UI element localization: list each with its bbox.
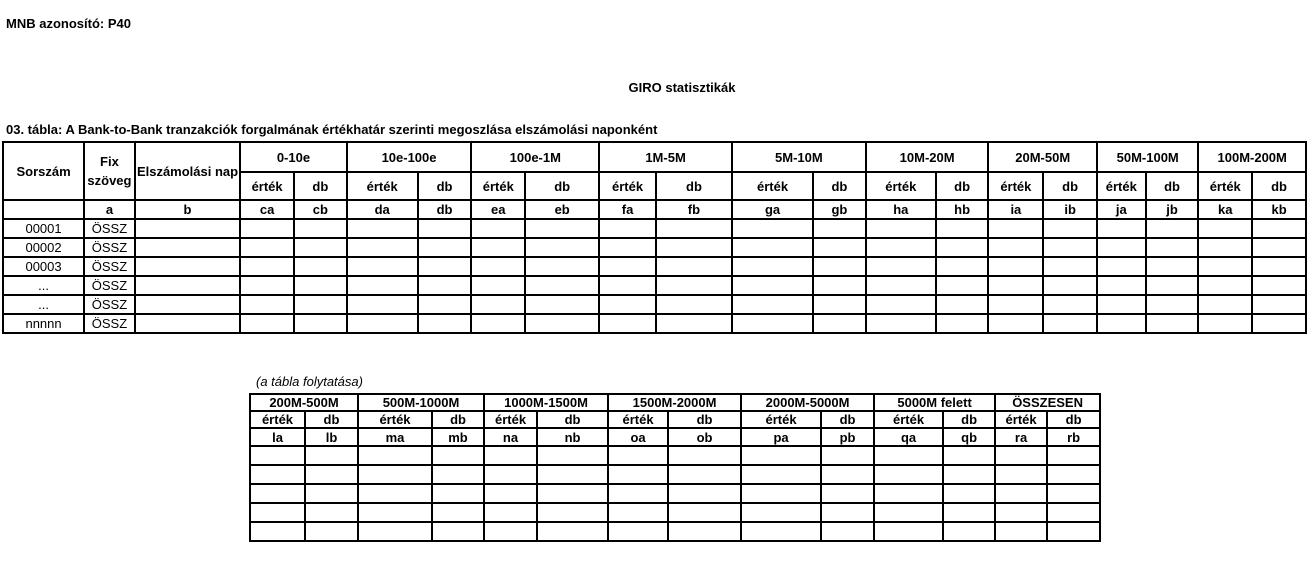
data-cell: [525, 276, 599, 295]
data-cell: [1146, 219, 1199, 238]
data-cell: [1097, 295, 1146, 314]
column-letter: hb: [936, 200, 989, 219]
column-letter: ia: [988, 200, 1043, 219]
data-cell: [936, 295, 989, 314]
row-number: ...: [3, 295, 84, 314]
column-letter: mb: [432, 428, 484, 446]
data-cell: [866, 238, 936, 257]
header-fix-szoveg: Fix szöveg: [84, 142, 135, 200]
data-cell: [250, 503, 305, 522]
header-range: 5M-10M: [732, 142, 866, 172]
data-cell: [1252, 257, 1306, 276]
data-cell: [1043, 314, 1097, 333]
data-cell: [1198, 238, 1252, 257]
header-ertek: érték: [995, 411, 1047, 428]
data-cell: [1043, 276, 1097, 295]
header-db: db: [656, 172, 732, 200]
data-cell: [936, 219, 989, 238]
data-cell: [1043, 257, 1097, 276]
data-cell: [250, 465, 305, 484]
data-cell: [943, 446, 995, 465]
data-cell: [656, 295, 732, 314]
data-cell: [995, 446, 1047, 465]
column-letter: jb: [1146, 200, 1199, 219]
data-cell: [1097, 276, 1146, 295]
column-letter: qb: [943, 428, 995, 446]
data-cell: [1252, 295, 1306, 314]
header-db: db: [668, 411, 741, 428]
column-letter: ca: [240, 200, 294, 219]
data-cell: [599, 238, 656, 257]
data-cell: [943, 465, 995, 484]
data-cell: [471, 257, 525, 276]
row-fix-text: ÖSSZ: [84, 219, 135, 238]
header-range: 50M-100M: [1097, 142, 1198, 172]
data-cell: [484, 446, 537, 465]
data-cell: [1146, 295, 1199, 314]
data-cell: [813, 219, 866, 238]
row-number: 00001: [3, 219, 84, 238]
header-range: 2000M-5000M: [741, 394, 874, 411]
data-cell: [866, 295, 936, 314]
header-db: db: [537, 411, 608, 428]
data-cell: [525, 219, 599, 238]
data-cell: [432, 522, 484, 541]
table-row: [250, 446, 1100, 465]
data-cell: [1097, 219, 1146, 238]
data-cell: [358, 503, 432, 522]
column-letter: gb: [813, 200, 866, 219]
data-cell: [821, 503, 874, 522]
data-cell: [608, 484, 668, 503]
data-cell: [732, 238, 813, 257]
data-cell: [537, 484, 608, 503]
data-cell: [1146, 257, 1199, 276]
data-cell: [1146, 238, 1199, 257]
data-cell: [432, 503, 484, 522]
data-cell: [135, 276, 240, 295]
table-caption: 03. tábla: A Bank-to-Bank tranzakciók forgalmának értékhatár szerinti megoszlása elszámolási naponként: [6, 122, 658, 137]
data-cell: [305, 522, 358, 541]
row-number: ...: [3, 276, 84, 295]
data-cell: [1198, 314, 1252, 333]
column-letter: db: [418, 200, 472, 219]
data-cell: [874, 446, 943, 465]
data-cell: [1198, 257, 1252, 276]
data-cell: [656, 314, 732, 333]
data-cell: [988, 257, 1043, 276]
column-letter: rb: [1047, 428, 1100, 446]
data-cell: [995, 465, 1047, 484]
data-cell: [599, 276, 656, 295]
row-fix-text: ÖSSZ: [84, 238, 135, 257]
data-cell: [250, 484, 305, 503]
data-cell: [668, 446, 741, 465]
data-cell: [294, 276, 347, 295]
header-db: db: [418, 172, 472, 200]
data-cell: [813, 257, 866, 276]
column-letter: cb: [294, 200, 347, 219]
header-db: db: [432, 411, 484, 428]
header-ertek: érték: [1198, 172, 1252, 200]
data-cell: [813, 238, 866, 257]
data-cell: [135, 295, 240, 314]
header-ertek: érték: [358, 411, 432, 428]
header-range: 100M-200M: [1198, 142, 1306, 172]
data-cell: [305, 503, 358, 522]
header-ertek: érték: [608, 411, 668, 428]
header-ertek: érték: [599, 172, 656, 200]
data-cell: [358, 522, 432, 541]
data-cell: [1097, 238, 1146, 257]
column-letter: ma: [358, 428, 432, 446]
data-cell: [1043, 295, 1097, 314]
data-cell: [936, 257, 989, 276]
column-letter: ob: [668, 428, 741, 446]
table-row: [3, 219, 1306, 238]
table-row: [250, 484, 1100, 503]
data-cell: [537, 446, 608, 465]
header-range: 0-10e: [240, 142, 346, 172]
data-cell: [1047, 484, 1100, 503]
data-cell: [1047, 446, 1100, 465]
column-letter: ha: [866, 200, 936, 219]
data-cell: [471, 314, 525, 333]
column-letter: ja: [1097, 200, 1146, 219]
table-row: [250, 522, 1100, 541]
main-table: [2, 141, 1307, 334]
header-db: db: [1047, 411, 1100, 428]
data-cell: [537, 522, 608, 541]
data-cell: [821, 446, 874, 465]
column-letter: na: [484, 428, 537, 446]
data-cell: [1047, 522, 1100, 541]
data-cell: [1146, 314, 1199, 333]
header-db: db: [525, 172, 599, 200]
data-cell: [732, 295, 813, 314]
data-cell: [741, 503, 821, 522]
data-cell: [250, 446, 305, 465]
data-cell: [1146, 276, 1199, 295]
data-cell: [135, 238, 240, 257]
data-cell: [599, 314, 656, 333]
data-cell: [358, 484, 432, 503]
data-cell: [608, 446, 668, 465]
data-cell: [821, 465, 874, 484]
data-cell: [943, 484, 995, 503]
data-cell: [1198, 295, 1252, 314]
data-cell: [418, 314, 472, 333]
data-cell: [294, 238, 347, 257]
header-ertek: érték: [988, 172, 1043, 200]
data-cell: [866, 219, 936, 238]
header-range: 1000M-1500M: [484, 394, 608, 411]
data-cell: [656, 238, 732, 257]
row-fix-text: ÖSSZ: [84, 276, 135, 295]
column-letter: la: [250, 428, 305, 446]
header-range: 1500M-2000M: [608, 394, 741, 411]
data-cell: [347, 276, 418, 295]
data-cell: [866, 276, 936, 295]
data-cell: [1097, 314, 1146, 333]
column-letter: fb: [656, 200, 732, 219]
header-elszamolasi-nap: Elszámolási nap: [135, 142, 240, 200]
header-range: ÖSSZESEN: [995, 394, 1100, 411]
data-cell: [732, 314, 813, 333]
header-range: 500M-1000M: [358, 394, 484, 411]
data-cell: [294, 257, 347, 276]
data-cell: [135, 219, 240, 238]
row-fix-text: ÖSSZ: [84, 314, 135, 333]
column-letter: kb: [1252, 200, 1306, 219]
continuation-table: [249, 393, 1101, 542]
header-sorszam: Sorszám: [3, 142, 84, 200]
data-cell: [668, 465, 741, 484]
data-cell: [656, 257, 732, 276]
data-cell: [1043, 219, 1097, 238]
data-cell: [484, 484, 537, 503]
data-cell: [608, 522, 668, 541]
data-cell: [347, 257, 418, 276]
column-letter: eb: [525, 200, 599, 219]
table-row: [250, 503, 1100, 522]
data-cell: [1047, 503, 1100, 522]
data-cell: [813, 295, 866, 314]
header-ertek: érték: [240, 172, 294, 200]
data-cell: [668, 484, 741, 503]
data-cell: [813, 314, 866, 333]
data-cell: [250, 522, 305, 541]
data-cell: [995, 484, 1047, 503]
header-range: 100e-1M: [471, 142, 599, 172]
data-cell: [240, 295, 294, 314]
header-db: db: [1252, 172, 1306, 200]
data-cell: [418, 276, 472, 295]
header-db: db: [821, 411, 874, 428]
header-ertek: érték: [741, 411, 821, 428]
table-row: [3, 295, 1306, 314]
data-cell: [936, 276, 989, 295]
data-cell: [294, 314, 347, 333]
data-cell: [741, 465, 821, 484]
column-letter: ra: [995, 428, 1047, 446]
data-cell: [432, 484, 484, 503]
data-cell: [1252, 314, 1306, 333]
data-cell: [347, 219, 418, 238]
table-row: [250, 465, 1100, 484]
data-cell: [305, 465, 358, 484]
column-letter: ga: [732, 200, 813, 219]
data-cell: [988, 219, 1043, 238]
table-row: [3, 238, 1306, 257]
header-db: db: [294, 172, 347, 200]
column-letter: nb: [537, 428, 608, 446]
data-cell: [135, 257, 240, 276]
data-cell: [741, 484, 821, 503]
continuation-caption: (a tábla folytatása): [256, 374, 363, 389]
header-range: 200M-500M: [250, 394, 358, 411]
header-ertek: érték: [1097, 172, 1146, 200]
data-cell: [347, 295, 418, 314]
data-cell: [943, 522, 995, 541]
data-cell: [418, 219, 472, 238]
header-ertek: érték: [347, 172, 418, 200]
data-cell: [656, 219, 732, 238]
data-cell: [1198, 276, 1252, 295]
header-db: db: [936, 172, 989, 200]
column-letter: oa: [608, 428, 668, 446]
data-cell: [537, 503, 608, 522]
data-cell: [732, 276, 813, 295]
data-cell: [240, 276, 294, 295]
data-cell: [668, 522, 741, 541]
table-row: [3, 314, 1306, 333]
column-letter: ka: [1198, 200, 1252, 219]
mnb-identifier: MNB azonosító: P40: [6, 16, 131, 31]
data-cell: [741, 522, 821, 541]
column-letter: qa: [874, 428, 943, 446]
data-cell: [732, 219, 813, 238]
data-cell: [432, 446, 484, 465]
column-letter: b: [135, 200, 240, 219]
row-number: 00002: [3, 238, 84, 257]
data-cell: [874, 522, 943, 541]
data-cell: [988, 238, 1043, 257]
data-cell: [418, 257, 472, 276]
header-ertek: érték: [250, 411, 305, 428]
column-letter: pb: [821, 428, 874, 446]
data-cell: [599, 295, 656, 314]
data-cell: [936, 314, 989, 333]
data-cell: [240, 238, 294, 257]
data-cell: [525, 295, 599, 314]
data-cell: [240, 314, 294, 333]
data-cell: [537, 465, 608, 484]
data-cell: [471, 219, 525, 238]
data-cell: [525, 238, 599, 257]
data-cell: [608, 465, 668, 484]
data-cell: [471, 238, 525, 257]
data-cell: [995, 503, 1047, 522]
data-cell: [874, 465, 943, 484]
row-fix-text: ÖSSZ: [84, 295, 135, 314]
column-letter: fa: [599, 200, 656, 219]
column-letter: ea: [471, 200, 525, 219]
data-cell: [347, 238, 418, 257]
column-letter: ib: [1043, 200, 1097, 219]
header-ertek: érték: [866, 172, 936, 200]
data-cell: [294, 295, 347, 314]
data-cell: [358, 465, 432, 484]
data-cell: [866, 257, 936, 276]
row-number: nnnnn: [3, 314, 84, 333]
page-title: GIRO statisztikák: [628, 80, 736, 95]
data-cell: [874, 484, 943, 503]
column-letter: pa: [741, 428, 821, 446]
column-letter: lb: [305, 428, 358, 446]
header-range: 10M-20M: [866, 142, 989, 172]
header-db: db: [1043, 172, 1097, 200]
data-cell: [418, 295, 472, 314]
header-range: 1M-5M: [599, 142, 732, 172]
data-cell: [135, 314, 240, 333]
data-cell: [418, 238, 472, 257]
data-cell: [988, 276, 1043, 295]
row-number: 00003: [3, 257, 84, 276]
data-cell: [1198, 219, 1252, 238]
data-cell: [936, 238, 989, 257]
data-cell: [358, 446, 432, 465]
table-row: [3, 276, 1306, 295]
table-row: [3, 257, 1306, 276]
data-cell: [599, 257, 656, 276]
data-cell: [294, 219, 347, 238]
letter-cell-empty: [3, 200, 84, 219]
data-cell: [1043, 238, 1097, 257]
data-cell: [732, 257, 813, 276]
data-cell: [1047, 465, 1100, 484]
data-cell: [484, 522, 537, 541]
data-cell: [988, 314, 1043, 333]
header-db: db: [943, 411, 995, 428]
header-ertek: érték: [732, 172, 813, 200]
data-cell: [599, 219, 656, 238]
data-cell: [821, 484, 874, 503]
data-cell: [988, 295, 1043, 314]
data-cell: [668, 503, 741, 522]
data-cell: [471, 295, 525, 314]
data-cell: [1097, 257, 1146, 276]
data-cell: [240, 219, 294, 238]
header-db: db: [1146, 172, 1199, 200]
data-cell: [741, 446, 821, 465]
header-ertek: érték: [471, 172, 525, 200]
header-ertek: érték: [874, 411, 943, 428]
header-range: 10e-100e: [347, 142, 472, 172]
header-range: 20M-50M: [988, 142, 1097, 172]
data-cell: [608, 503, 668, 522]
data-cell: [525, 257, 599, 276]
data-cell: [305, 446, 358, 465]
header-db: db: [813, 172, 866, 200]
data-cell: [813, 276, 866, 295]
data-cell: [1252, 276, 1306, 295]
header-ertek: érték: [484, 411, 537, 428]
data-cell: [821, 522, 874, 541]
data-cell: [305, 484, 358, 503]
data-cell: [240, 257, 294, 276]
data-cell: [656, 276, 732, 295]
header-db: db: [305, 411, 358, 428]
header-range: 5000M felett: [874, 394, 995, 411]
column-letter: da: [347, 200, 418, 219]
data-cell: [484, 503, 537, 522]
data-cell: [525, 314, 599, 333]
row-fix-text: ÖSSZ: [84, 257, 135, 276]
data-cell: [484, 465, 537, 484]
data-cell: [432, 465, 484, 484]
data-cell: [866, 314, 936, 333]
data-cell: [874, 503, 943, 522]
data-cell: [943, 503, 995, 522]
data-cell: [347, 314, 418, 333]
data-cell: [1252, 238, 1306, 257]
data-cell: [471, 276, 525, 295]
column-letter: a: [84, 200, 135, 219]
data-cell: [995, 522, 1047, 541]
data-cell: [1252, 219, 1306, 238]
